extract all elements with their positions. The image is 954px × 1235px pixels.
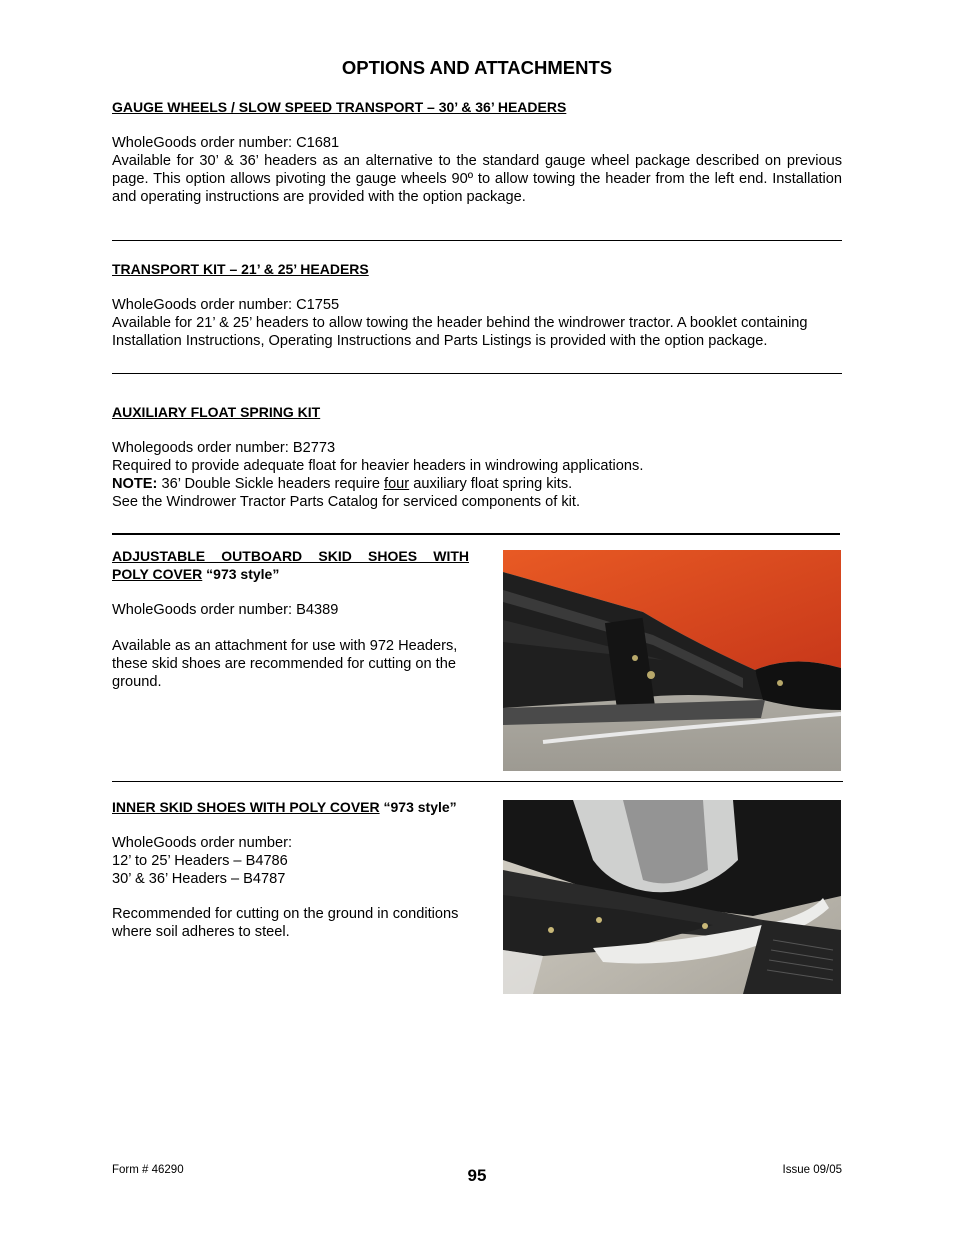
section-body: Recommended for cutting on the ground in conditions where soil adheres to steel. (112, 906, 459, 940)
section-float-spring (112, 439, 842, 511)
heading-text: INNER SKID SHOES WITH POLY COVER (112, 799, 380, 815)
page-number: 95 (467, 1166, 487, 1185)
divider (112, 373, 842, 374)
inner-skid-shoe-photo (503, 800, 841, 994)
section-gauge-wheels (112, 134, 842, 206)
note-label: NOTE: (112, 476, 158, 492)
divider (112, 240, 842, 241)
heading-text: POLY COVER (112, 566, 203, 582)
section-body: Available as an attachment for use with 972 Headers, these skid shoes are recommended for cutting on the ground. (112, 638, 458, 690)
section-heading-gauge-wheels: GAUGE WHEELS / SLOW SPEED TRANSPORT – 30’ & 36’ HEADERS (112, 99, 567, 115)
section-body: See the Windrower Tractor Parts Catalog for serviced components of kit. (112, 494, 581, 510)
outboard-skid-shoe-photo (503, 550, 841, 771)
section-body: Required to provide adequate float for heavier headers in windrowing applications. (112, 458, 644, 474)
heading-suffix: “973 style” (202, 566, 280, 582)
order-line: 30’ & 36’ Headers – B4787 (112, 871, 286, 887)
footer-form-number: Form # 46290 (112, 1164, 184, 1176)
note-emphasis: four (384, 476, 410, 492)
section-heading-inner-skid-shoes (112, 798, 457, 816)
section-heading-outboard-skid-shoes (112, 547, 469, 583)
photo-image (503, 800, 841, 994)
page-title: OPTIONS AND ATTACHMENTS (341, 57, 613, 78)
section-heading-transport-kit: TRANSPORT KIT – 21’ & 25’ HEADERS (112, 261, 369, 277)
section-body: Available for 30’ & 36’ headers as an alternative to the standard gauge wheel package described on previous page. This option allows pivoting the gauge wheels 90º to allow towing the header from the left end. Installation and operating instructions are provided with the option package. (112, 153, 842, 205)
order-number: Wholegoods order number: B2773 (112, 440, 336, 456)
order-number: WholeGoods order number: C1681 (112, 135, 340, 151)
divider (112, 781, 843, 782)
photo-image (503, 550, 841, 771)
divider (112, 533, 840, 535)
note-text-end: auxiliary float spring kits. (409, 476, 573, 492)
order-number: WholeGoods order number: B4389 (112, 602, 339, 618)
section-body: Available for 21’ & 25’ headers to allow towing the header behind the windrower tractor. A booklet containing Installation Instructions, Operating Instructions and Parts Listings is provided with the option package. (112, 315, 808, 349)
note-text: 36’ Double Sickle headers require (157, 476, 385, 492)
section-transport-kit (112, 296, 842, 350)
footer-issue: Issue 09/05 (782, 1164, 842, 1176)
order-number: WholeGoods order number: C1755 (112, 297, 340, 313)
order-number: WholeGoods order number: (112, 835, 293, 851)
heading-line (112, 565, 469, 583)
section-heading-float-spring: AUXILIARY FLOAT SPRING KIT (112, 404, 321, 420)
note-line (112, 475, 842, 493)
order-line: 12’ to 25’ Headers – B4786 (112, 853, 288, 869)
section-inner-skid-shoes (112, 834, 487, 941)
heading-line: ADJUSTABLE OUTBOARD SKID SHOES WITH (112, 548, 469, 564)
section-outboard-skid-shoes (112, 601, 474, 691)
heading-suffix: “973 style” (379, 799, 457, 815)
